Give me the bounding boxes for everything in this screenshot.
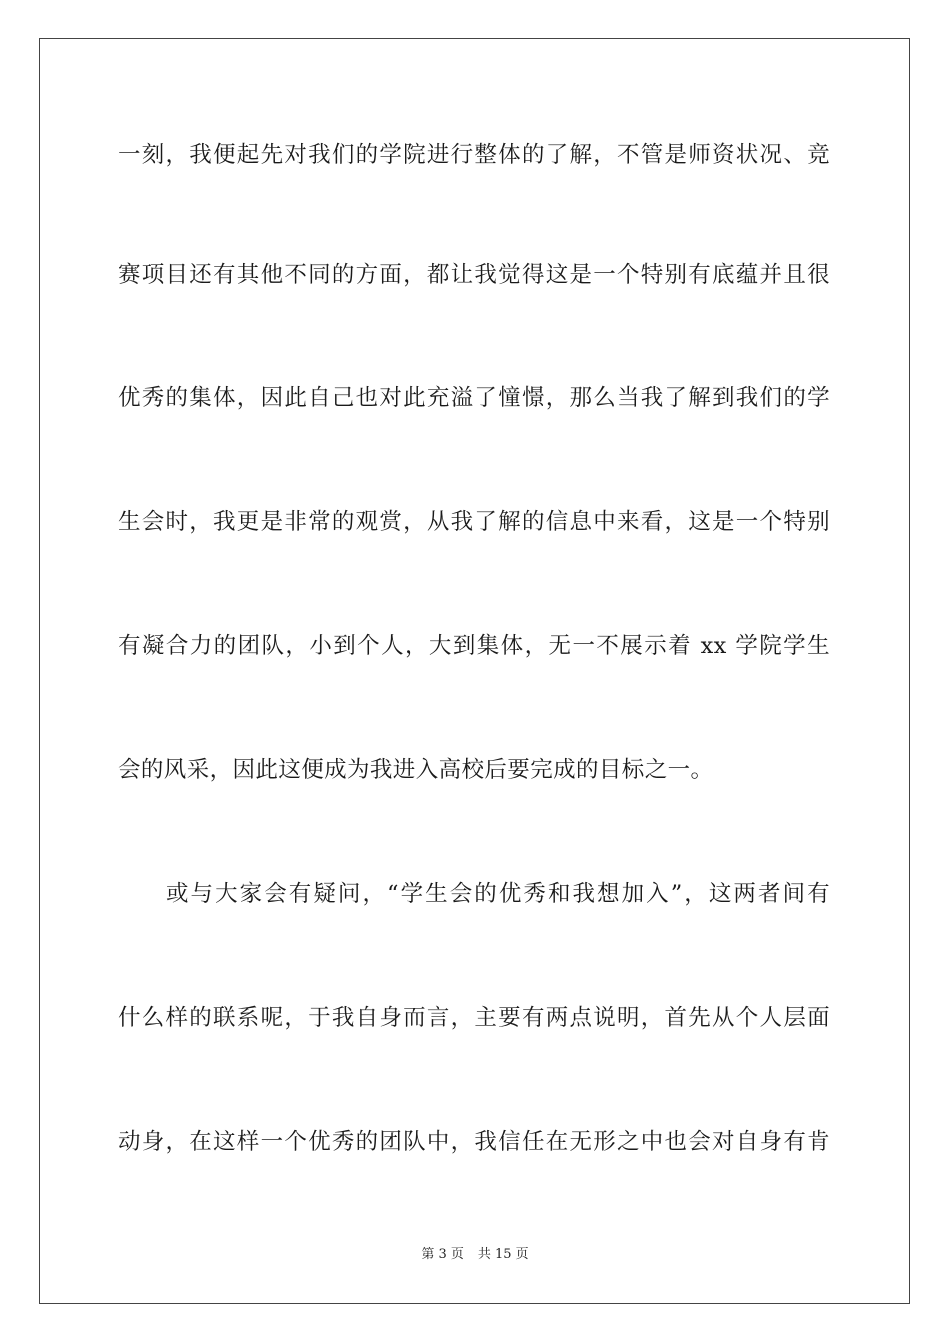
page-total: 共 15 页 bbox=[477, 1247, 529, 1262]
page-footer bbox=[0, 1246, 950, 1264]
paragraph-line: 优秀的集体，因此自己也对此充溢了憧憬，那么当我了解到我们的学 bbox=[118, 385, 830, 411]
paragraph-line: 动身，在这样一个优秀的团队中，我信任在无形之中也会对自身有肯 bbox=[118, 1129, 830, 1155]
paragraph-line: 生会时，我更是非常的观赏，从我了解的信息中来看，这是一个特别 bbox=[118, 509, 830, 535]
paragraph-line: 有凝合力的团队，小到个人，大到集体，无一不展示着 xx 学院学生 bbox=[118, 633, 830, 659]
paragraph-line: 赛项目还有其他不同的方面，都让我觉得这是一个特别有底蕴并且很 bbox=[118, 262, 830, 288]
paragraph-line: 会的风采，因此这便成为我进入高校后要完成的目标之一。 bbox=[118, 757, 714, 783]
paragraph-line: 一刻，我便起先对我们的学院进行整体的了解，不管是师资状况、竞 bbox=[118, 142, 830, 168]
paragraph-line-indented: 或与大家会有疑问，“学生会的优秀和我想加入”，这两者间有 bbox=[166, 881, 830, 907]
paragraph-line: 什么样的联系呢，于我自身而言，主要有两点说明，首先从个人层面 bbox=[118, 1005, 830, 1031]
page-border bbox=[39, 38, 910, 1304]
page-number: 第 3 页 bbox=[421, 1247, 464, 1262]
